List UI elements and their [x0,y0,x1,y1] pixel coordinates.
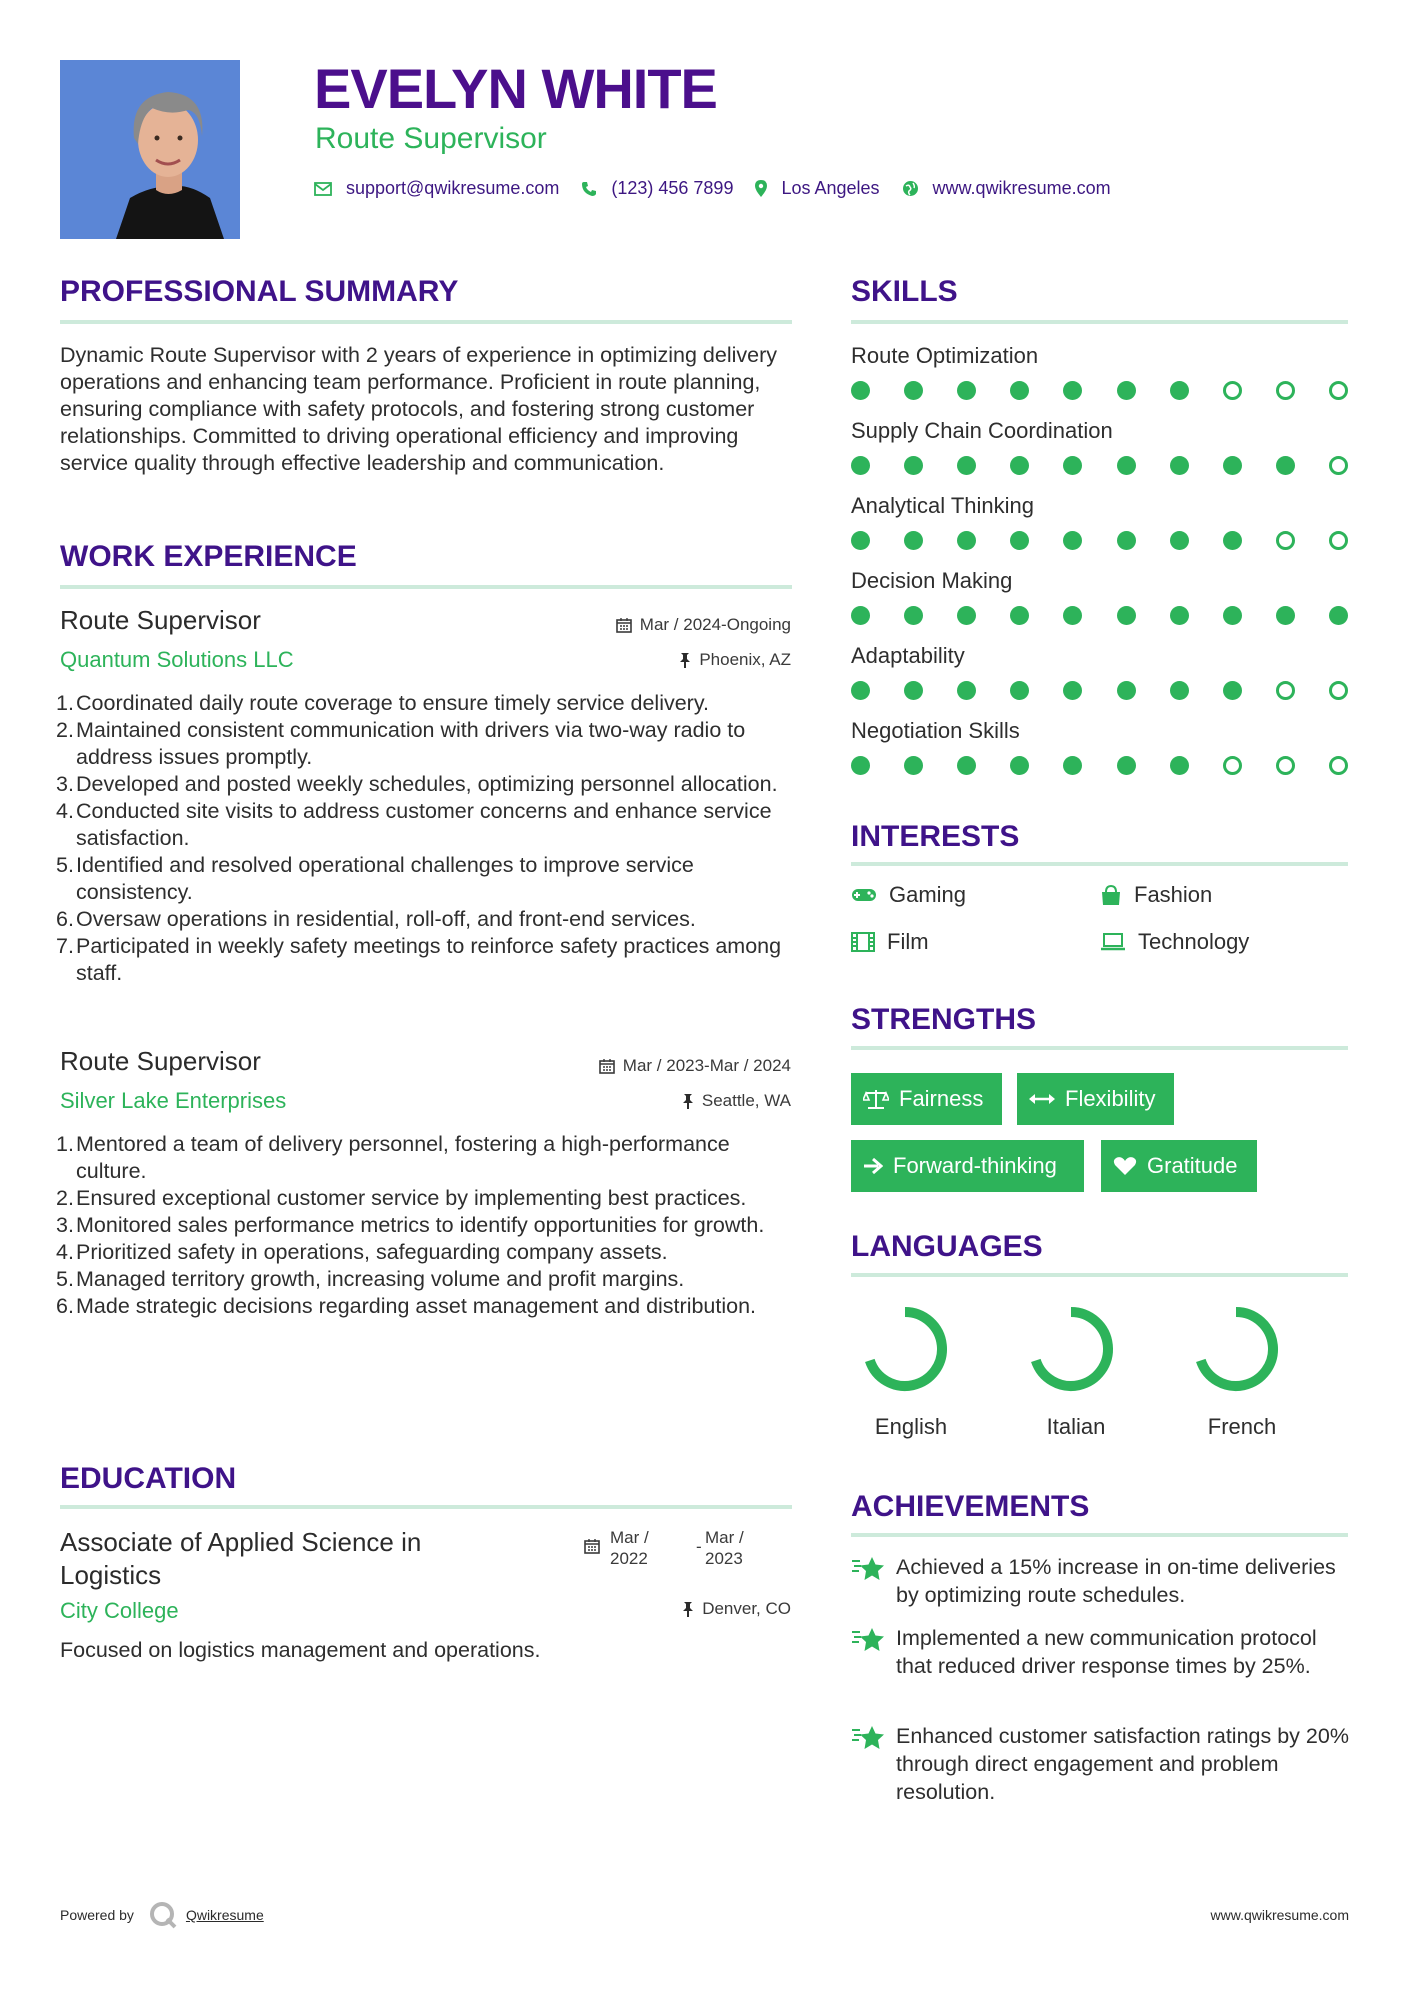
rating-dot-filled [1063,531,1082,550]
map-marker-icon [755,180,767,197]
interest-label: Technology [1138,929,1250,954]
list-item: 6. Made strategic decisions regarding asset management and distribution. [56,1294,757,1318]
language-ring-arc [1036,1312,1108,1386]
education-location [682,1599,791,1619]
contact-email[interactable] [314,178,559,199]
languages-heading: LANGUAGES [851,1230,1043,1263]
rating-dot-empty [1329,681,1348,700]
education-start-year: 2022 [610,1549,648,1568]
education-start-month: Mar / [610,1528,649,1547]
summary-heading: PROFESSIONAL SUMMARY [60,275,459,308]
education-date-dash: - [696,1537,702,1556]
education-degree-line-1: Associate of Applied Science in [60,1527,422,1557]
rating-dot-filled [1117,381,1136,400]
strength-badge [851,1073,1002,1125]
star-icon [851,1724,885,1752]
list-item: 5. Identified and resolved operational challenges to improve service consistency. [56,853,694,904]
education-heading: EDUCATION [60,1462,237,1495]
rating-dot-filled [1010,531,1029,550]
rating-dot-filled [957,606,976,625]
rating-dot-filled [1117,681,1136,700]
job-2-dates [599,1056,791,1076]
rating-dot-empty [1276,531,1295,550]
contact-bar [314,178,1133,199]
rating-dot-filled [1170,681,1189,700]
strength-badge [1101,1140,1257,1192]
skill-name: Analytical Thinking [851,493,1035,518]
rating-dot-filled [1010,681,1029,700]
skill-name: Adaptability [851,643,965,668]
interests-divider [851,862,1348,866]
rating-dot-filled [851,456,870,475]
rating-dot-filled [904,531,923,550]
achievement-text: Implemented a new communication protocol that reduced driver response times by 25%. [896,1626,1317,1678]
list-item: 6. Oversaw operations in residential, roll-off, and front-end services. [56,907,696,931]
skill-name: Route Optimization [851,343,1039,368]
education-end-year: 2023 [705,1549,743,1568]
rating-dot-filled [1223,531,1242,550]
rating-dot-filled [1063,456,1082,475]
list-item: 4. Conducted site visits to address customer concerns and enhance service satisfaction. [56,799,772,850]
skills-divider [851,320,1348,324]
pin-icon [682,1601,694,1617]
star-icon [851,1555,885,1583]
rating-dot-filled [904,381,923,400]
strength-badge [851,1140,1084,1192]
job-2-company: Silver Lake Enterprises [60,1088,287,1113]
film-icon [851,932,875,952]
job-1-title: Route Supervisor [60,605,261,635]
rating-dot-filled [1010,756,1029,775]
list-item: 4. Prioritized safety in operations, safeguarding company assets. [56,1240,668,1264]
strength-label: Gratitude [1147,1153,1238,1178]
rating-dot-filled [1170,531,1189,550]
list-item: 1. Coordinated daily route coverage to ensure timely service delivery. [56,691,709,715]
rating-dot-empty [1329,531,1348,550]
education-location-text: Denver, CO [702,1599,791,1618]
rating-dot-filled [904,606,923,625]
education-degree [60,1526,421,1592]
skill-name: Negotiation Skills [851,718,1020,743]
rating-dot-filled [904,681,923,700]
summary-text: Dynamic Route Supervisor with 2 years of experience in optimizing delivery operations and enhancing team performance. Proficient in route planning, ensuring compliance with safety protocols, and fostering strong customer relationships. Committed to driving operational efficiency and improving service quality through effective leadership and communication. [60,343,777,475]
rating-dot-filled [1170,756,1189,775]
footer-website[interactable]: www.qwikresume.com [1210,1907,1349,1923]
interest-label: Film [887,929,929,954]
education-school: City College [60,1598,179,1623]
language-label: English [874,1414,948,1439]
language-ring [858,1302,952,1396]
job-2-title: Route Supervisor [60,1046,261,1076]
rating-dot-filled [1063,756,1082,775]
powered-by-text: Powered by [60,1907,134,1923]
arrows-horizontal-icon [1029,1092,1055,1106]
job-1-location-text: Phoenix, AZ [699,650,791,669]
rating-dot-filled [1010,381,1029,400]
rating-dot-filled [1223,456,1242,475]
job-1-company: Quantum Solutions LLC [60,647,294,672]
interest-item [1100,929,1249,955]
job-2-bullets [58,1131,798,1320]
strength-label: Fairness [899,1086,984,1111]
skill-name: Decision Making [851,568,1013,593]
job-2-dates-text: Mar / 2023-Mar / 2024 [622,1056,791,1075]
star-icon [851,1626,885,1654]
interests-heading: INTERESTS [851,820,1020,853]
language-ring-arc [1201,1312,1273,1386]
interest-item [851,929,929,955]
contact-website[interactable] [902,178,1111,199]
qwikresume-logo-icon [148,1900,178,1930]
language-ring [1024,1302,1118,1396]
rating-dot-filled [957,681,976,700]
rating-dot-filled [851,606,870,625]
skills-heading: SKILLS [851,275,958,308]
experience-heading: WORK EXPERIENCE [60,540,357,573]
rating-dot-filled [851,531,870,550]
rating-dot-filled [957,381,976,400]
contact-phone[interactable] [581,178,733,199]
language-ring [1189,1302,1283,1396]
strength-badge [1017,1073,1174,1125]
rating-dot-empty [1223,756,1242,775]
list-item: 5. Managed territory growth, increasing volume and profit margins. [56,1267,685,1291]
heart-icon [1113,1156,1137,1176]
skill-rating [851,681,1348,701]
education-description: Focused on logistics management and operations. [60,1638,541,1662]
contact-location [755,178,879,199]
rating-dot-filled [1117,531,1136,550]
skill-rating [851,381,1348,401]
shopping-bag-icon [1100,884,1122,906]
strength-label: Flexibility [1065,1086,1156,1111]
laptop-icon [1100,933,1126,951]
skill-rating [851,456,1348,476]
rating-dot-filled [957,456,976,475]
contact-website-text: www.qwikresume.com [932,178,1111,198]
education-degree-line-2: Logistics [60,1560,162,1590]
rating-dot-filled [1117,456,1136,475]
rating-dot-filled [1223,681,1242,700]
calendar-icon [584,1538,600,1554]
strengths-heading: STRENGTHS [851,1003,1037,1036]
rating-dot-filled [851,681,870,700]
qwikresume-link[interactable]: Qwikresume [185,1907,264,1923]
language-ring-arc [870,1312,942,1386]
rating-dot-empty [1329,381,1348,400]
rating-dot-filled [1063,381,1082,400]
rating-dot-filled [1276,456,1295,475]
skill-rating [851,606,1348,626]
job-2-location-text: Seattle, WA [701,1091,791,1110]
rating-dot-filled [1117,756,1136,775]
list-item: 2. Maintained consistent communication with drivers via two-way radio to address issues promptly. [56,718,746,769]
rating-dot-filled [1010,606,1029,625]
achievement-text: Enhanced customer satisfaction ratings by 20% through direct engagement and problem resolution. [896,1724,1349,1804]
rating-dot-empty [1276,381,1295,400]
list-item: 3. Developed and posted weekly schedules, optimizing personnel allocation. [56,772,778,796]
rating-dot-filled [957,756,976,775]
footer-powered-by [60,1900,264,1930]
contact-location-text: Los Angeles [781,178,880,198]
pin-icon [679,652,691,668]
rating-dot-filled [1276,606,1295,625]
rating-dot-filled [957,531,976,550]
rating-dot-filled [904,756,923,775]
globe-icon [902,180,919,197]
rating-dot-filled [1117,606,1136,625]
phone-icon [581,181,597,197]
list-item: 2. Ensured exceptional customer service by implementing best practices. [56,1186,747,1210]
strengths-divider [851,1046,1348,1050]
skill-rating [851,756,1348,776]
skill-name: Supply Chain Coordination [851,418,1113,443]
rating-dot-filled [1223,606,1242,625]
rating-dot-empty [1329,456,1348,475]
education-end-month: Mar / [705,1528,744,1547]
job-1-location [679,650,791,670]
rating-dot-filled [1329,606,1348,625]
rating-dot-empty [1223,381,1242,400]
achievement-text: Achieved a 15% increase in on-time deliveries by optimizing route schedules. [896,1555,1336,1607]
interest-label: Gaming [889,882,967,907]
list-item: 7. Participated in weekly safety meetings to reinforce safety practices among staff. [56,934,782,985]
rating-dot-filled [1170,381,1189,400]
interest-label: Fashion [1134,882,1213,907]
education-dates [584,1527,774,1577]
candidate-role: Route Supervisor [315,122,547,155]
job-2-location [682,1091,791,1111]
pin-icon [682,1093,694,1109]
experience-divider [60,585,792,589]
skill-rating [851,531,1348,551]
rating-dot-filled [1170,606,1189,625]
rating-dot-filled [851,381,870,400]
envelope-icon [314,182,332,196]
rating-dot-empty [1276,756,1295,775]
language-label: Italian [1046,1414,1106,1439]
rating-dot-filled [1063,681,1082,700]
profile-photo [60,60,240,239]
balance-scale-icon [863,1088,889,1110]
candidate-name: EVELYN WHITE [314,57,717,120]
contact-email-text: support@qwikresume.com [346,178,560,198]
summary-divider [60,320,792,324]
rating-dot-empty [1276,681,1295,700]
rating-dot-filled [1170,456,1189,475]
rating-dot-filled [904,456,923,475]
strength-label: Forward-thinking [893,1153,1057,1178]
list-item: 3. Monitored sales performance metrics to identify opportunities for growth. [56,1213,765,1237]
interest-item [851,882,966,908]
education-divider [60,1505,792,1509]
achievements-divider [851,1533,1348,1537]
arrow-right-icon [863,1157,883,1175]
rating-dot-filled [1063,606,1082,625]
rating-dot-empty [1329,756,1348,775]
languages-divider [851,1273,1348,1277]
achievements-heading: ACHIEVEMENTS [851,1490,1090,1523]
gamepad-icon [851,887,877,903]
contact-phone-text: (123) 456 7899 [611,178,734,198]
job-1-dates [616,615,791,635]
language-label: French [1207,1414,1277,1439]
job-1-dates-text: Mar / 2024-Ongoing [639,615,791,634]
rating-dot-filled [851,756,870,775]
calendar-icon [616,617,632,633]
calendar-icon [599,1058,615,1074]
job-1-bullets [58,690,798,987]
list-item: 1. Mentored a team of delivery personnel, fostering a high-performance culture. [56,1132,730,1183]
rating-dot-filled [1010,456,1029,475]
interest-item [1100,882,1212,908]
